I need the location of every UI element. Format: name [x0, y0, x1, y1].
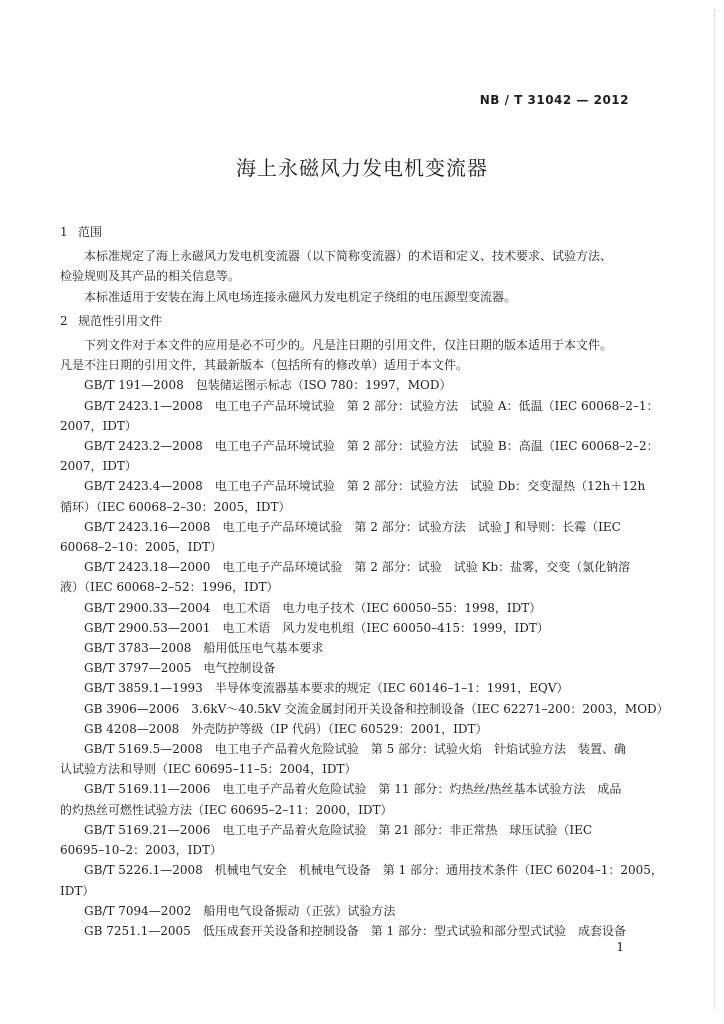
reference-line: GB/T 5169.5—2008 电工电子产品着火危险试验 第 5 部分：试验火焰 针焰试验方法 装置、确	[84, 742, 627, 757]
reference-item	[60, 436, 659, 476]
reference-line: GB/T 7094—2002 船用电气设备振动（正弦）试验方法	[84, 903, 396, 918]
reference-line: GB/T 5226.1—2008 机械电气安全 机械电气设备 第 1 部分：通用技术条件（IEC 60204–1：2005，	[84, 863, 663, 878]
section-1-paragraph-1	[60, 246, 635, 286]
reference-line: GB/T 2423.16—2008 电工电子产品环境试验 第 2 部分：试验方法 试验 J 和导则：长霉（IEC	[84, 519, 621, 534]
reference-item	[60, 699, 669, 719]
section-2-intro	[60, 335, 635, 375]
reference-item	[60, 618, 635, 638]
reference-line: 60695–10–2：2003，IDT）	[60, 843, 222, 858]
paragraph-line: 下列文件对于本文件的应用是必不可少的。凡是注日期的引用文件，仅注日期的版本适用于本文件。	[84, 338, 613, 353]
reference-line: GB/T 3797—2005 电气控制设备	[84, 661, 276, 676]
reference-item	[60, 739, 635, 779]
reference-line: GB 3906—2006 3.6kV～40.5kV 交流金属封闭开关设备和控制设备（IEC 62271–200：2003，MOD）	[84, 701, 669, 716]
reference-item	[60, 901, 635, 921]
reference-item	[60, 517, 635, 557]
reference-item	[60, 638, 635, 658]
reference-item	[60, 396, 659, 436]
reference-line: GB/T 2423.2—2008 电工电子产品环境试验 第 2 部分：试验方法 试验 B：高温（IEC 60068–2–2：	[84, 439, 659, 454]
reference-item	[60, 678, 635, 698]
section-1-heading	[60, 222, 635, 242]
reference-line: 循环）（IEC 60068–2–30：2005，IDT）	[60, 499, 291, 514]
reference-line: 认试验方法和导则（IEC 60695–11–5：2004，IDT）	[60, 762, 357, 777]
document-body	[60, 222, 669, 941]
paragraph-line: 凡是不注日期的引用文件，其最新版本（包括所有的修改单）适用于本文件。	[60, 358, 469, 373]
reference-line: 液）（IEC 60068–2–52：1996，IDT）	[60, 580, 279, 595]
section-1-paragraph-2	[60, 287, 635, 307]
reference-line: GB/T 2900.33—2004 电工术语 电力电子技术（IEC 60050–55：1998，IDT）	[84, 600, 542, 615]
reference-line: GB/T 191—2008 包装储运图示标志（ISO 780：1997，MOD）	[84, 378, 452, 393]
reference-item	[60, 375, 635, 395]
reference-line: GB/T 2423.18—2000 电工电子产品环境试验 第 2 部分：试验 试验 Kb：盐雾，交变（氯化钠溶	[84, 560, 631, 575]
reference-line: 2007，IDT）	[60, 459, 137, 474]
reference-item	[60, 719, 635, 739]
paragraph-line: 检验规则及其产品的相关信息等。	[60, 269, 241, 284]
standard-number: NB / T 31042 — 2012	[479, 93, 629, 107]
reference-line: GB/T 2900.53—2001 电工术语 风力发电机组（IEC 60050–415：1999，IDT）	[84, 620, 549, 635]
reference-item	[60, 921, 635, 941]
reference-line: 的灼热丝可燃性试验方法（IEC 60695–2–11：2000，IDT）	[60, 802, 393, 817]
reference-item	[60, 658, 635, 678]
section-2-heading	[60, 311, 635, 331]
reference-line: IDT）	[60, 883, 95, 898]
reference-line: GB/T 2423.4—2008 电工电子产品环境试验 第 2 部分：试验方法 试验 Db：交变湿热（12h＋12h	[84, 479, 646, 494]
reference-line: GB/T 3859.1—1993 半导体变流器基本要求的规定（IEC 60146–1–1：1991，EQV）	[84, 681, 569, 696]
section-1-title: 范围	[78, 225, 103, 239]
reference-item	[60, 779, 635, 819]
reference-item	[60, 860, 663, 900]
reference-item	[60, 476, 646, 516]
reference-line: GB/T 2423.1—2008 电工电子产品环境试验 第 2 部分：试验方法 试验 A：低温（IEC 60068–2–1：	[84, 398, 659, 413]
reference-line: GB 7251.1—2005 低压成套开关设备和控制设备 第 1 部分：型式试验和部分型式试验 成套设备	[84, 923, 627, 938]
section-2-title: 规范性引用文件	[78, 313, 163, 328]
reference-line: GB/T 5169.21—2006 电工电子产品着火危险试验 第 21 部分：非正常热 球压试验（IEC	[84, 822, 593, 837]
section-1-number: 1	[60, 225, 68, 239]
document-title: 海上永磁风力发电机变流器	[236, 156, 488, 180]
reference-line: GB/T 5169.11—2006 电工电子产品着火危险试验 第 11 部分：灼热丝/热丝基本试验方法 成品	[84, 782, 622, 797]
reference-line: 2007，IDT）	[60, 418, 137, 433]
reference-line: 60068–2–10：2005，IDT）	[60, 540, 222, 555]
reference-item	[60, 820, 635, 860]
reference-line: GB 4208—2008 外壳防护等级（IP 代码）（IEC 60529：2001，IDT）	[84, 721, 488, 736]
reference-line: GB/T 3783—2008 船用低压电气基本要求	[84, 641, 324, 656]
paragraph-line: 本标准适用于安装在海上风电场连接永磁风力发电机定子绕组的电压源型变流器。	[84, 289, 517, 304]
normative-references-list	[60, 375, 669, 941]
reference-item	[60, 557, 635, 597]
section-2-number: 2	[60, 313, 68, 328]
page-number: 1	[616, 940, 624, 954]
reference-item	[60, 598, 635, 618]
paragraph-line: 本标准规定了海上永磁风力发电机变流器（以下简称变流器）的术语和定义、技术要求、试验方法、	[84, 249, 613, 264]
